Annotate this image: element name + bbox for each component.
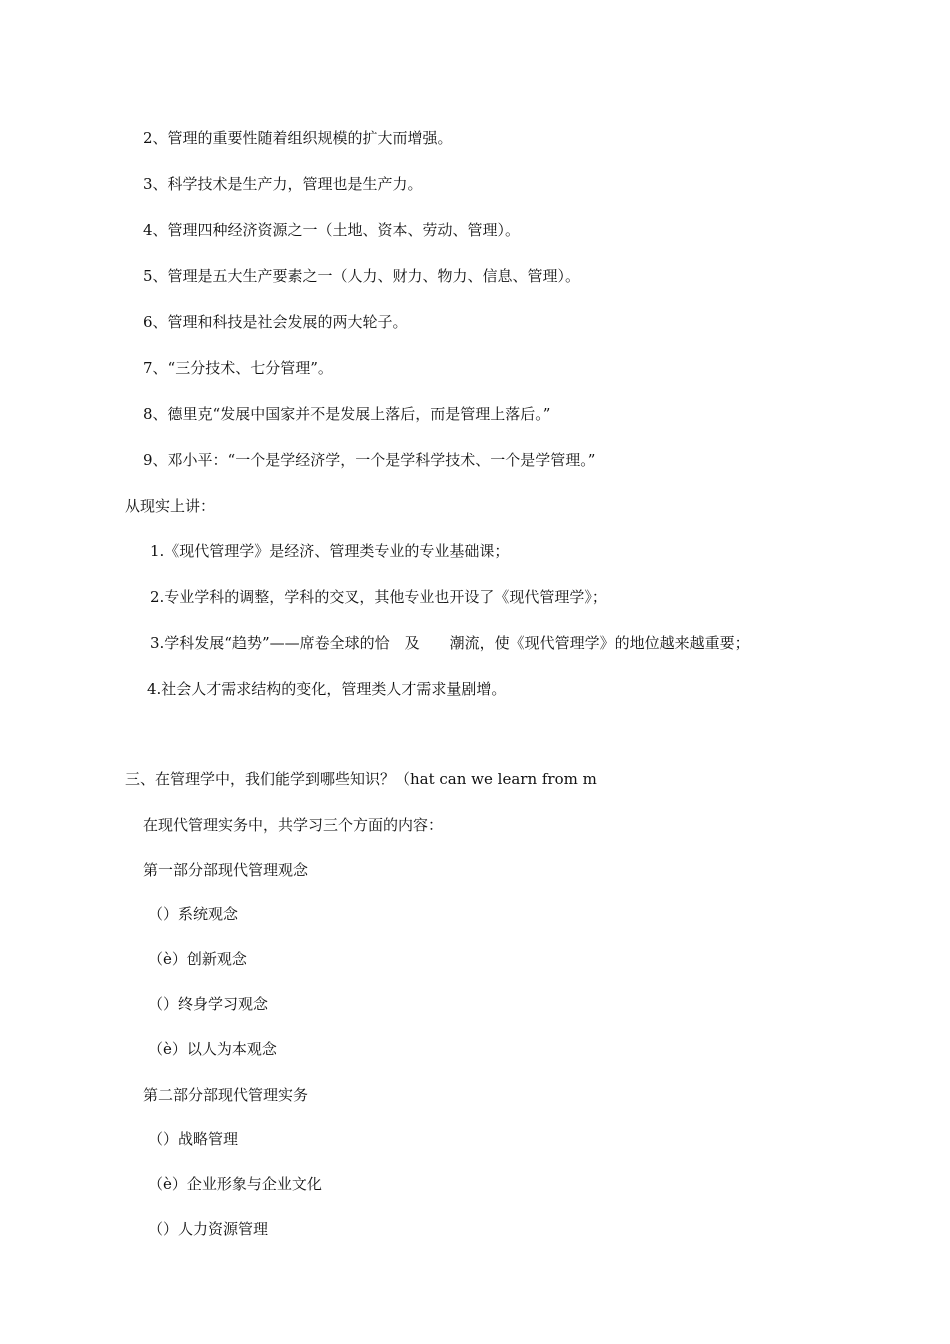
point-3-text: 3、科学技术是生产力，管理也是生产力。 — [143, 175, 423, 193]
part-2-item-1: （）战略管理 — [148, 1130, 239, 1148]
reality-item-4: 4.社会人才需求结构的变化，管理类人才需求量剧增。 — [147, 680, 507, 698]
point-4-text: 4、管理四种经济资源之一（土地、资本、劳动、管理）。 — [143, 221, 521, 239]
reality-heading: 从现实上讲： — [125, 497, 216, 515]
point-7-text: 7、“三分技术、七分管理”。 — [143, 359, 333, 377]
point-6-text: 6、管理和科技是社会发展的两大轮子。 — [143, 313, 408, 331]
part-1-item-4: （è）以人为本观念 — [148, 1040, 277, 1058]
part-1-item-2: （è）创新观念 — [148, 950, 247, 968]
part-1-heading: 第一部分部现代管理观念 — [143, 861, 309, 879]
reality-item-2: 2.专业学科的调整，学科的交叉，其他专业也开设了《现代管理学》； — [150, 588, 607, 606]
point-2-text: 2、管理的重要性随着组织规模的扩大而增强。 — [143, 129, 453, 147]
part-1-item-3: （）终身学习观念 — [148, 995, 269, 1013]
section-3-heading: 三、在管理学中，我们能学到哪些知识？（hat can we learn from m — [125, 770, 597, 788]
point-8-text: 8、德里克“发展中国家并不是发展上落后，而是管理上落后。” — [143, 405, 551, 423]
section-3-intro: 在现代管理实务中，共学习三个方面的内容： — [143, 816, 444, 834]
part-2-heading: 第二部分部现代管理实务 — [143, 1086, 309, 1104]
point-5-text: 5、管理是五大生产要素之一（人力、财力、物力、信息、管理）。 — [143, 267, 581, 285]
reality-item-3: 3.学科发展“趋势”——席卷全球的恰 及 潮流，使《现代管理学》的地位越来越重要； — [150, 634, 750, 652]
point-9-text: 9、邓小平：“一个是学经济学，一个是学科学技术、一个是学管理。” — [143, 451, 596, 469]
part-1-item-1: （）系统观念 — [148, 905, 239, 923]
part-2-item-3: （）人力资源管理 — [148, 1220, 269, 1238]
part-2-item-2: （è）企业形象与企业文化 — [148, 1175, 322, 1193]
reality-item-1: 1.《现代管理学》是经济、管理类专业的专业基础课； — [150, 542, 510, 560]
